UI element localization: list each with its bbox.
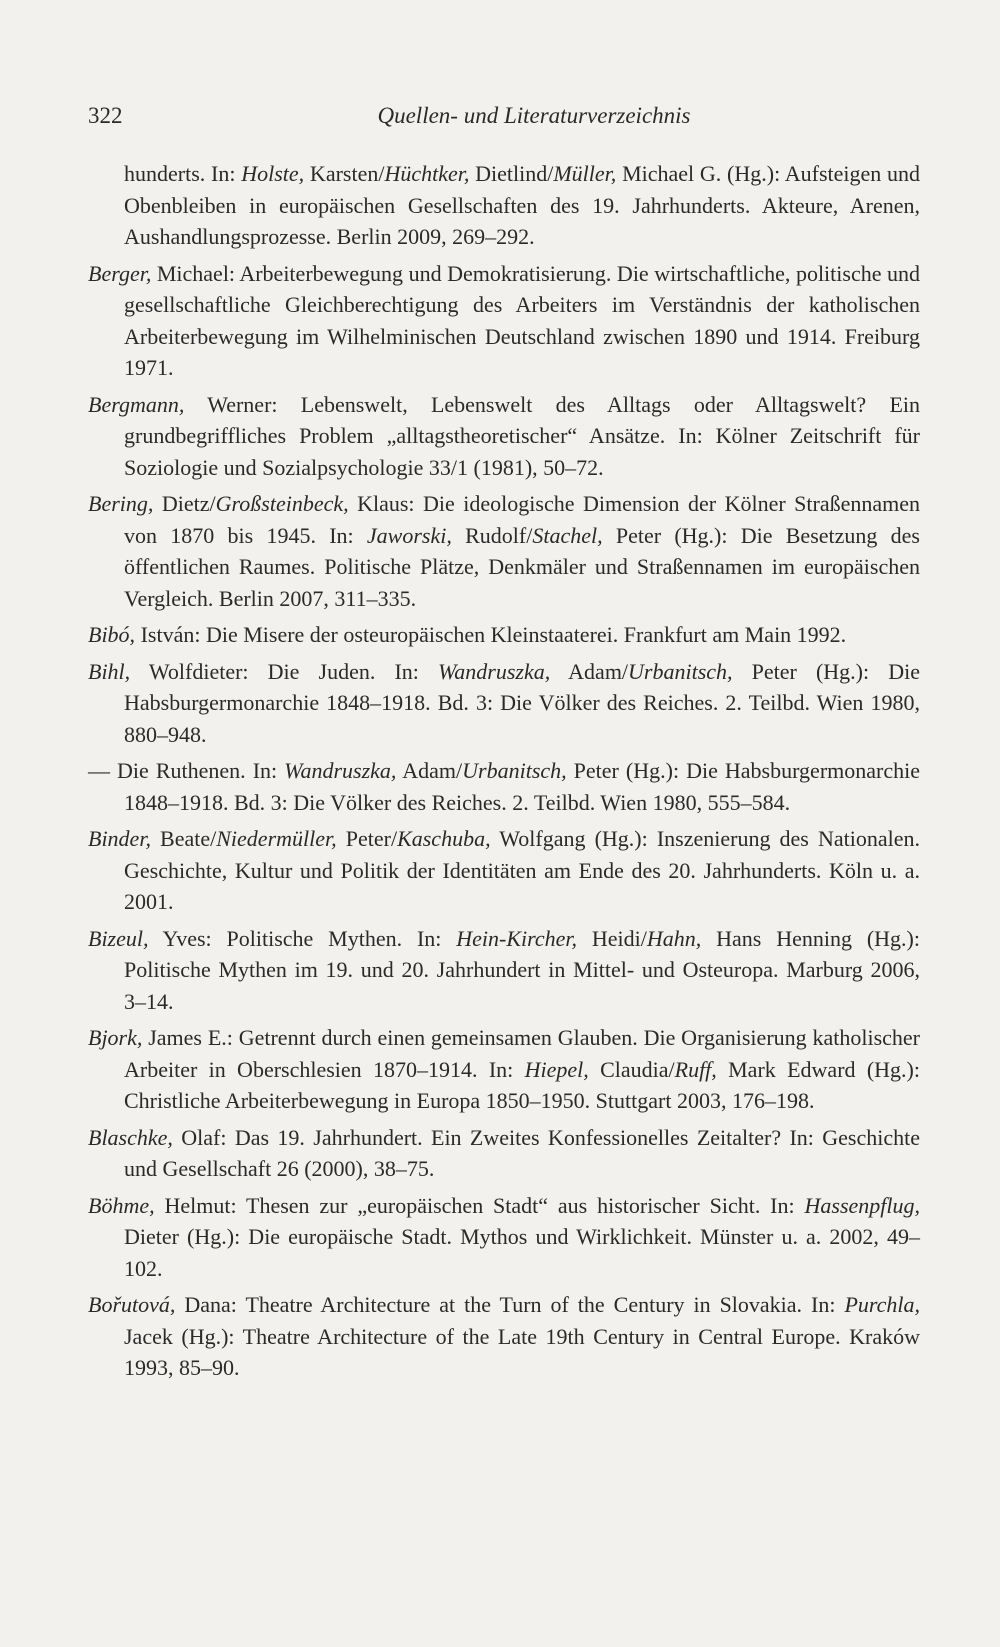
entry-text: Wolfgang (Hg.): Inszenierung des Nationalen. Geschichte, Kultur und Politik der Identitäten am Ende des 20. Jahrhunderts. Köln u. a. 2001. bbox=[124, 826, 920, 914]
entry-text: — Die Ruthenen. In: bbox=[88, 758, 285, 783]
entry-text: Jacek (Hg.): Theatre Architecture of the Late 19th Century in Central Europe. Kraków 1993, 85–90. bbox=[124, 1323, 920, 1380]
author-name: Niedermüller, bbox=[216, 826, 337, 851]
author-name: Jaworski, bbox=[366, 522, 452, 548]
author-name: Wandruszka, bbox=[284, 758, 397, 783]
entry-text: James E.: Getrennt durch einen gemeinsamen Glauben. Die Organisierung katholischer Arbeiter in Oberschlesien 1870–1914. In: bbox=[124, 1025, 920, 1082]
entry-text: Michael G. (Hg.): Aufsteigen und Obenbleiben in europäischen Gesellschaften des 19. Jahrhunderts. Akteure, Arenen, Aushandlungsprozesse. Berlin 2009, 269–292. bbox=[124, 161, 921, 249]
bibliography-list bbox=[88, 158, 920, 1389]
entry-text: Dietlind/ bbox=[469, 161, 554, 186]
page-number: 322 bbox=[88, 103, 123, 128]
entry-text: Peter/ bbox=[336, 826, 398, 851]
entry-text: Michael: Arbeiterbewegung und Demokratisierung. Die wirtschaftliche, politische und gesellschaftliche Gleichberechtigung des Arbeiters im Verständnis der katholischen Arbeiterbewegung im Wilhelminischen Deutschland zwischen 1890 und 1914. Freiburg 1971. bbox=[124, 260, 920, 380]
author-name: Bering, bbox=[88, 491, 154, 516]
author-name: Purchla, bbox=[844, 1292, 920, 1317]
author-name: Bjork, bbox=[88, 1025, 143, 1050]
author-name: Ruff, bbox=[674, 1056, 717, 1082]
entry-text: Peter (Hg.): Die Habsburgermonarchie 1848–1918. Bd. 3: Die Völker des Reiches. 2. Teilbd. Wien 1980, 555–584. bbox=[124, 758, 920, 815]
running-title: Quellen- und Literaturverzeichnis bbox=[377, 103, 691, 128]
author-name: Wandruszka, bbox=[438, 658, 551, 684]
author-name: Bihl, bbox=[88, 658, 131, 684]
bibliography-entry-holste-cont bbox=[88, 158, 920, 253]
entry-text: Dieter (Hg.): Die europäische Stadt. Mythos und Wirklichkeit. Münster u. a. 2002, 49–102. bbox=[124, 1224, 920, 1281]
bibliography-entry-bizeul bbox=[88, 923, 920, 1018]
author-name: Hein-Kircher, bbox=[456, 925, 578, 951]
entry-text: Werner: Lebenswelt, Lebenswelt des Alltags oder Alltagswelt? Ein grundbegriffliches Problem „alltagstheoretischer“ Ansätze. In: Kölner Zeitschrift für Soziologie und Sozialpsychologie 33/1 (1981), 50–72. bbox=[124, 391, 920, 480]
bibliography-entry-bergmann bbox=[88, 389, 920, 484]
bibliography-entry-bihl-2 bbox=[88, 755, 920, 818]
author-name: Bibó, bbox=[88, 622, 136, 647]
bibliography-entry-bering bbox=[88, 488, 920, 614]
bibliography-entry-bihl-1 bbox=[88, 656, 920, 751]
entry-text: Claudia/ bbox=[588, 1056, 675, 1082]
bibliography-entry-borutova bbox=[88, 1289, 920, 1384]
entry-text: Klaus: Die ideologische Dimension der Kölner Straßennamen von 1870 bis 1945. In: bbox=[124, 491, 920, 548]
author-name: Blaschke, bbox=[88, 1124, 173, 1150]
entry-text: Karsten/ bbox=[304, 161, 385, 186]
author-name: Urbanitsch, bbox=[628, 658, 733, 684]
entry-text: Wolfdieter: Die Juden. In: bbox=[130, 658, 438, 684]
author-name: Hiepel, bbox=[524, 1056, 589, 1082]
author-name: Stachel, bbox=[532, 522, 603, 548]
author-name: Hüchtker, bbox=[384, 161, 470, 186]
entry-text: Yves: Politische Mythen. In: bbox=[148, 925, 457, 951]
entry-text: Hans Henning (Hg.): Politische Mythen im 19. und 20. Jahrhundert in Mittel- und Osteuropa. Marburg 2006, 3–14. bbox=[124, 925, 920, 1014]
entry-text: István: Die Misere der osteuropäischen Kleinstaaterei. Frankfurt am Main 1992. bbox=[135, 622, 847, 647]
entry-text: Mark Edward (Hg.): Christliche Arbeiterbewegung in Europa 1850–1950. Stuttgart 2003, 176–198. bbox=[124, 1056, 920, 1113]
entry-text: Peter (Hg.): Die Habsburgermonarchie 1848–1918. Bd. 3: Die Völker des Reiches. 2. Teilbd. Wien 1980, 880–948. bbox=[124, 658, 921, 747]
bibliography-entry-blaschke bbox=[88, 1122, 920, 1185]
entry-text: Heidi/ bbox=[577, 925, 647, 951]
bibliography-entry-bibo bbox=[88, 619, 920, 651]
entry-text: Adam/ bbox=[550, 658, 629, 684]
entry-text: Beate/ bbox=[150, 826, 217, 851]
author-name: Holste, bbox=[241, 161, 305, 186]
author-name: Böhme, bbox=[88, 1192, 155, 1218]
author-name: Hahn, bbox=[646, 925, 702, 951]
bibliography-entry-binder bbox=[88, 823, 920, 918]
entry-text: Dietz/ bbox=[153, 491, 216, 516]
entry-text: Dana: Theatre Architecture at the Turn of the Century in Slovakia. In: bbox=[175, 1292, 845, 1317]
bibliography-entry-berger bbox=[88, 258, 920, 384]
entry-text: Adam/ bbox=[396, 758, 463, 783]
author-name: Hassenpflug, bbox=[804, 1192, 920, 1218]
author-name: Kaschuba, bbox=[397, 826, 491, 851]
page-header bbox=[88, 96, 920, 136]
entry-text: hunderts. In: bbox=[124, 161, 242, 186]
author-name: Berger, bbox=[88, 260, 152, 286]
entry-text: Helmut: Thesen zur „europäischen Stadt“ aus historischer Sicht. In: bbox=[154, 1192, 805, 1218]
entry-text: Olaf: Das 19. Jahrhundert. Ein Zweites Konfessionelles Zeitalter? In: Geschichte und Gesellschaft 26 (2000), 38–75. bbox=[124, 1124, 920, 1181]
bibliography-entry-bohme bbox=[88, 1190, 920, 1285]
author-name: Urbanitsch, bbox=[462, 758, 567, 783]
author-name: Binder, bbox=[88, 826, 151, 851]
author-name: Bořutová, bbox=[88, 1292, 176, 1317]
author-name: Müller, bbox=[553, 161, 617, 186]
entry-text: Rudolf/ bbox=[451, 522, 533, 548]
entry-text: Peter (Hg.): Die Besetzung des öffentlichen Raumes. Politische Plätze, Denkmäler und Straßennamen im europäischen Vergleich. Berlin 2007, 311–335. bbox=[124, 522, 920, 611]
author-name: Bizeul, bbox=[88, 925, 149, 951]
author-name: Großsteinbeck, bbox=[215, 491, 349, 516]
bibliography-entry-bjork bbox=[88, 1022, 920, 1117]
author-name: Bergmann, bbox=[88, 391, 185, 417]
